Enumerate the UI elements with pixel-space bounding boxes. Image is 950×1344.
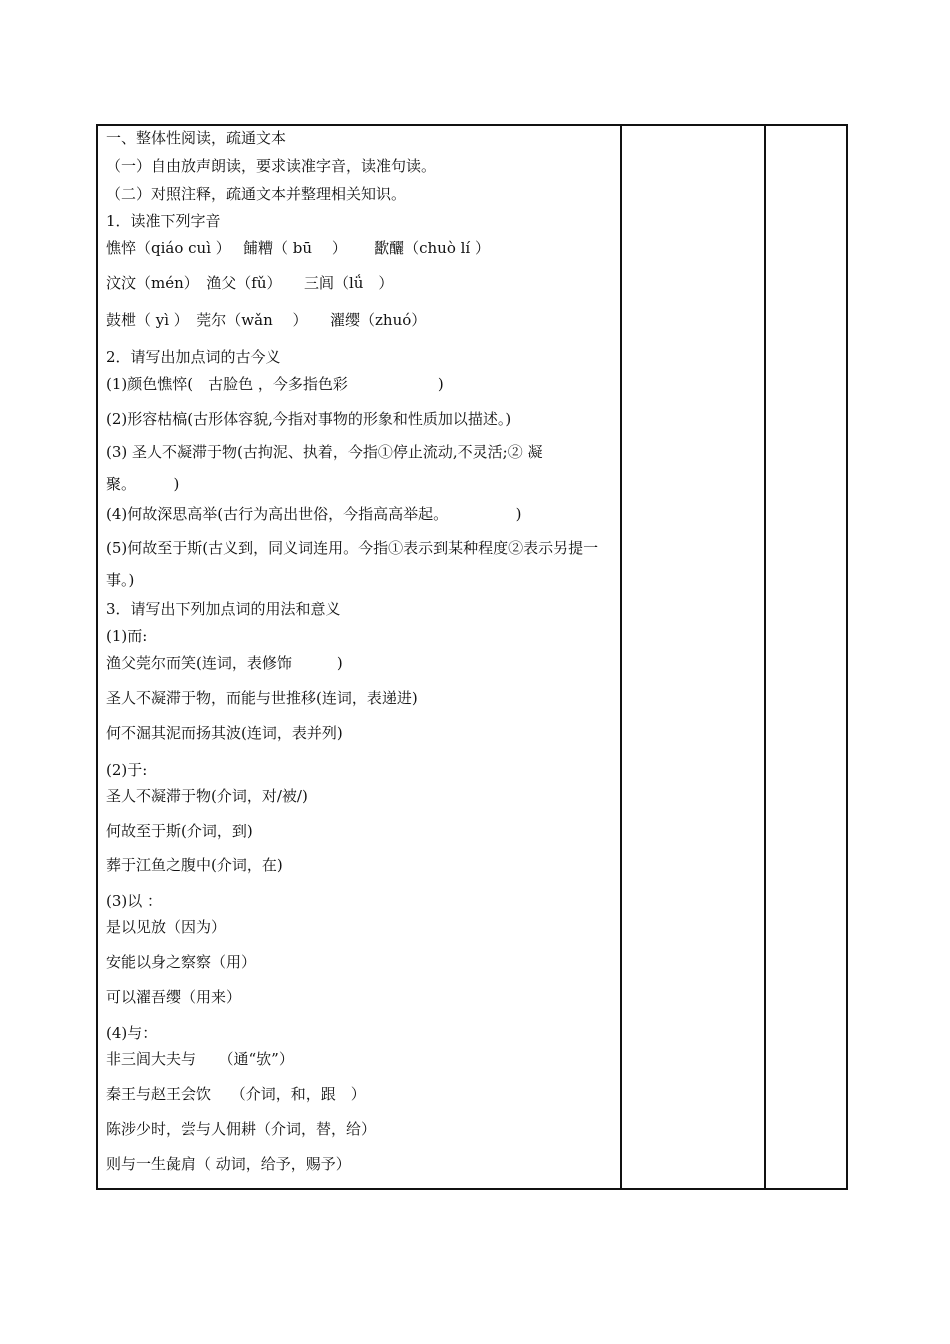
pronunciation-line: 汶汶（mén） 渔父（fǔ） 三闾（lǘ ） [106, 274, 394, 292]
example-line: 是以见放（因为） [106, 918, 227, 936]
example-line: 渔父莞尔而笑(连词，表修饰 ) [106, 654, 343, 672]
text-line: (1)颜色憔悴( 古脸色 ，今多指色彩 ) [106, 375, 444, 393]
item-label: (1)而: [106, 627, 148, 645]
example-line: 非三闾大夫与 （通“欤”） [106, 1050, 294, 1068]
text-line: (4)何故深思高举(古行为高出世俗，今指高高举起。 ) [106, 505, 522, 523]
text-line: （二）对照注释，疏通文本并整理相关知识。 [106, 185, 407, 203]
lesson-table [96, 124, 848, 1190]
subsection-heading: 3．请写出下列加点词的用法和意义 [106, 600, 341, 618]
text-line: (5)何故至于斯(古义到，同义词连用。今指①表示到某种程度②表示另提一事。) [106, 539, 599, 589]
section-heading: 一、整体性阅读，疏通文本 [106, 129, 287, 147]
example-line: 圣人不凝滞于物(介词，对/被/) [106, 787, 308, 805]
subsection-heading: 1．读准下列字音 [106, 212, 221, 230]
item-label: (2)于: [106, 761, 148, 779]
example-line: 葬于江鱼之腹中(介词，在) [106, 856, 283, 874]
text-line: (3) 圣人不凝滞于物(古拘泥、执着，今指①停止流动,不灵活;② 凝聚。 ) [106, 443, 543, 493]
example-line: 可以濯吾缨（用来） [106, 988, 242, 1006]
example-line: 则与一生彘肩（ 动词，给予，赐予） [106, 1155, 351, 1173]
text-line: (2)形容枯槁(古形体容貌,今指对事物的形象和性质加以描述。) [106, 410, 512, 428]
text-line: （一）自由放声朗读，要求读准字音，读准句读。 [106, 157, 437, 175]
pronunciation-line: 鼓枻（ yì ） 莞尔（wǎn ） 濯缨（zhuó） [106, 311, 427, 329]
example-line: 秦王与赵王会饮 （介词，和，跟 ） [106, 1085, 366, 1103]
item-label: (3)以 ： [106, 892, 163, 910]
example-line: 陈涉少时，尝与人佣耕（介词，替，给） [106, 1120, 377, 1138]
example-line: 何故至于斯(介词，到) [106, 822, 253, 840]
example-line: 安能以身之察察（用） [106, 953, 257, 971]
example-line: 圣人不凝滞于物，而能与世推移(连词，表递进) [106, 689, 418, 707]
column-divider [764, 126, 766, 1188]
pronunciation-line: 憔悴（qiáo cuì ） 餔糟（ bū ） 歠釃（chuò lí ） [106, 239, 490, 257]
item-label: (4)与： [106, 1024, 158, 1042]
example-line: 何不淈其泥而扬其波(连词，表并列) [106, 724, 343, 742]
column-divider [620, 126, 622, 1188]
subsection-heading: 2．请写出加点词的古今义 [106, 348, 281, 366]
